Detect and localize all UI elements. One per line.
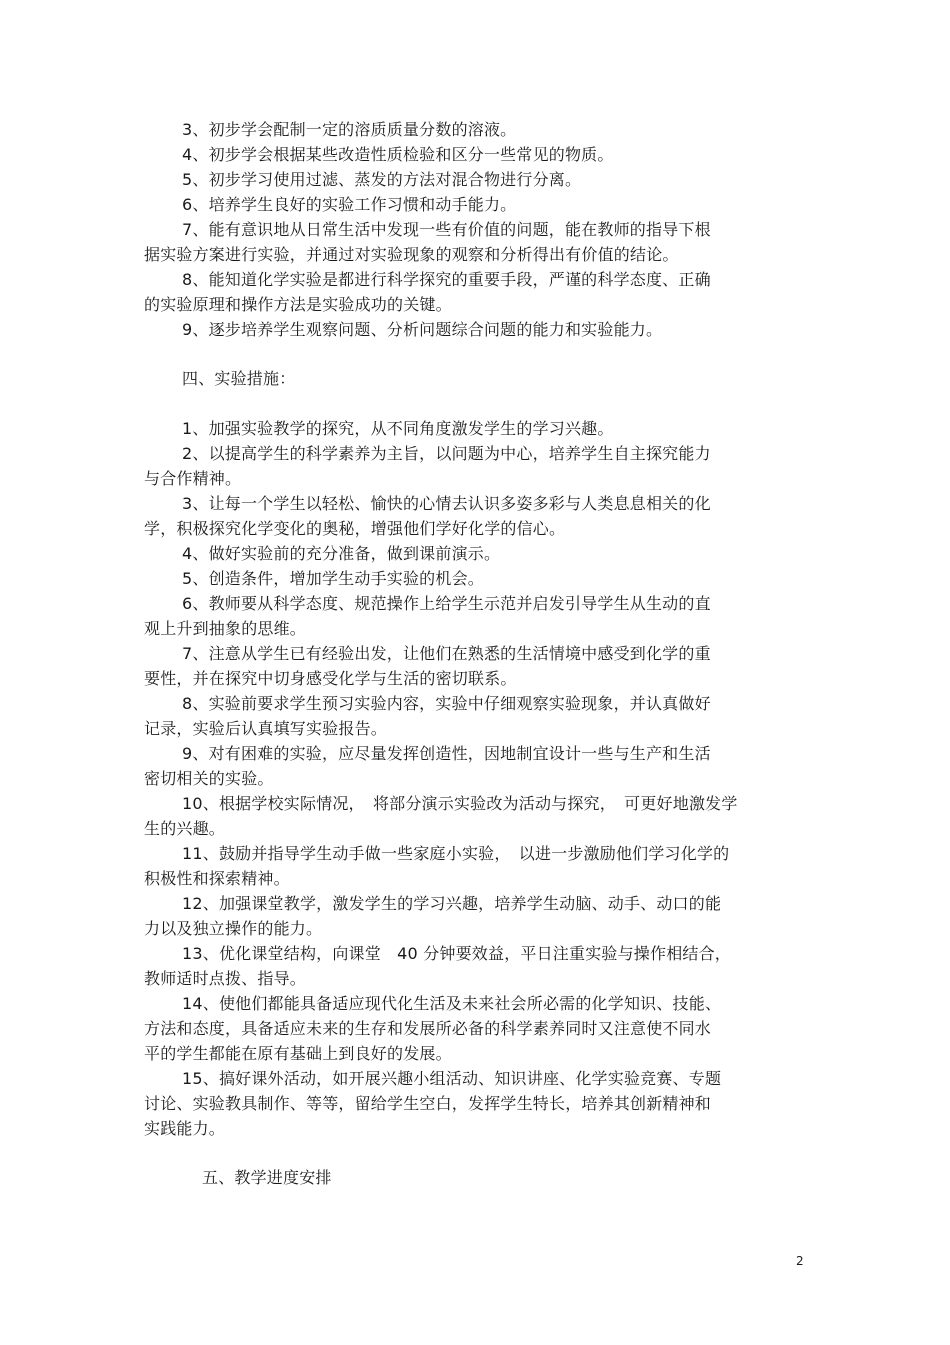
list-item: 12、加强课堂教学，激发学生的学习兴趣，培养学生动脑、动手、动口的能: [182, 894, 722, 913]
list-item-continuation: 的实验原理和操作方法是实验成功的关键。: [144, 295, 452, 314]
list-item: 2、以提高学生的科学素养为主旨，以问题为中心，培养学生自主探究能力: [182, 444, 711, 463]
page-number: 2: [796, 1254, 804, 1268]
list-item: 6、教师要从科学态度、规范操作上给学生示范并启发引导学生从生动的直: [182, 594, 711, 613]
list-item: 3、让每一个学生以轻松、愉快的心情去认识多姿多彩与人类息息相关的化: [182, 494, 711, 513]
list-item: 3、初步学会配制一定的溶质质量分数的溶液。: [182, 120, 517, 139]
list-item: 8、能知道化学实验是都进行科学探究的重要手段，严谨的科学态度、正确: [182, 270, 711, 289]
list-item: 7、注意从学生已有经验出发，让他们在熟悉的生活情境中感受到化学的重: [182, 644, 711, 663]
list-item-continuation: 讨论、实验教具制作、等等，留给学生空白，发挥学生特长，培养其创新精神和: [144, 1094, 712, 1113]
list-item-continuation: 观上升到抽象的思维。: [144, 619, 307, 638]
list-item-continuation: 力以及独立操作的能力。: [144, 919, 323, 938]
list-item: 11、鼓励并指导学生动手做一些家庭小实验， 以进一步激励他们学习化学的: [182, 844, 730, 863]
list-item-continuation: 平的学生都能在原有基础上到良好的发展。: [144, 1044, 452, 1063]
list-item: 4、做好实验前的充分准备，做到课前演示。: [182, 544, 501, 563]
list-item: 4、初步学会根据某些改造性质检验和区分一些常见的物质。: [182, 145, 614, 164]
list-item: 5、初步学习使用过滤、蒸发的方法对混合物进行分离。: [182, 170, 582, 189]
list-item: 5、创造条件，增加学生动手实验的机会。: [182, 569, 484, 588]
list-item-continuation: 学，积极探究化学变化的奥秘，增强他们学好化学的信心。: [144, 519, 566, 538]
list-item-continuation: 记录，实验后认真填写实验报告。: [144, 719, 388, 738]
list-item-continuation: 与合作精神。: [144, 469, 242, 488]
list-item-continuation: 教师适时点拨、指导。: [144, 969, 307, 988]
list-item-continuation: 方法和态度，具备适应未来的生存和发展所必备的科学素养同时又注意使不同水: [144, 1019, 712, 1038]
list-item: 10、根据学校实际情况， 将部分演示实验改为活动与探究， 可更好地激发学: [182, 794, 738, 813]
list-item-continuation: 密切相关的实验。: [144, 769, 274, 788]
list-item: 9、逐步培养学生观察问题、分析问题综合问题的能力和实验能力。: [182, 320, 663, 339]
list-item: 8、实验前要求学生预习实验内容，实验中仔细观察实验现象，并认真做好: [182, 694, 711, 713]
list-item: 6、培养学生良好的实验工作习惯和动手能力。: [182, 195, 517, 214]
list-item-continuation: 积极性和探索精神。: [144, 869, 290, 888]
section-heading: 五、教学进度安排: [202, 1168, 332, 1187]
list-item: 15、搞好课外活动，如开展兴趣小组活动、知识讲座、化学实验竞赛、专题: [182, 1069, 722, 1088]
list-item-continuation: 据实验方案进行实验，并通过对实验现象的观察和分析得出有价值的结论。: [144, 245, 679, 264]
list-item: 1、加强实验教学的探究，从不同角度激发学生的学习兴趣。: [182, 419, 614, 438]
list-item-continuation: 生的兴趣。: [144, 819, 226, 838]
list-item-continuation: 实践能力。: [144, 1119, 226, 1138]
list-item: 14、使他们都能具备适应现代化生活及未来社会所必需的化学知识、技能、: [182, 994, 722, 1013]
list-item-continuation: 要性，并在探究中切身感受化学与生活的密切联系。: [144, 669, 517, 688]
list-item: 7、能有意识地从日常生活中发现一些有价值的问题，能在教师的指导下根: [182, 220, 711, 239]
section-heading: 四、实验措施：: [182, 369, 296, 388]
list-item: 13、优化课堂结构，向课堂 40 分钟要效益，平日注重实验与操作相结合，: [182, 944, 732, 963]
list-item: 9、对有困难的实验，应尽量发挥创造性，因地制宜设计一些与生产和生活: [182, 744, 711, 763]
